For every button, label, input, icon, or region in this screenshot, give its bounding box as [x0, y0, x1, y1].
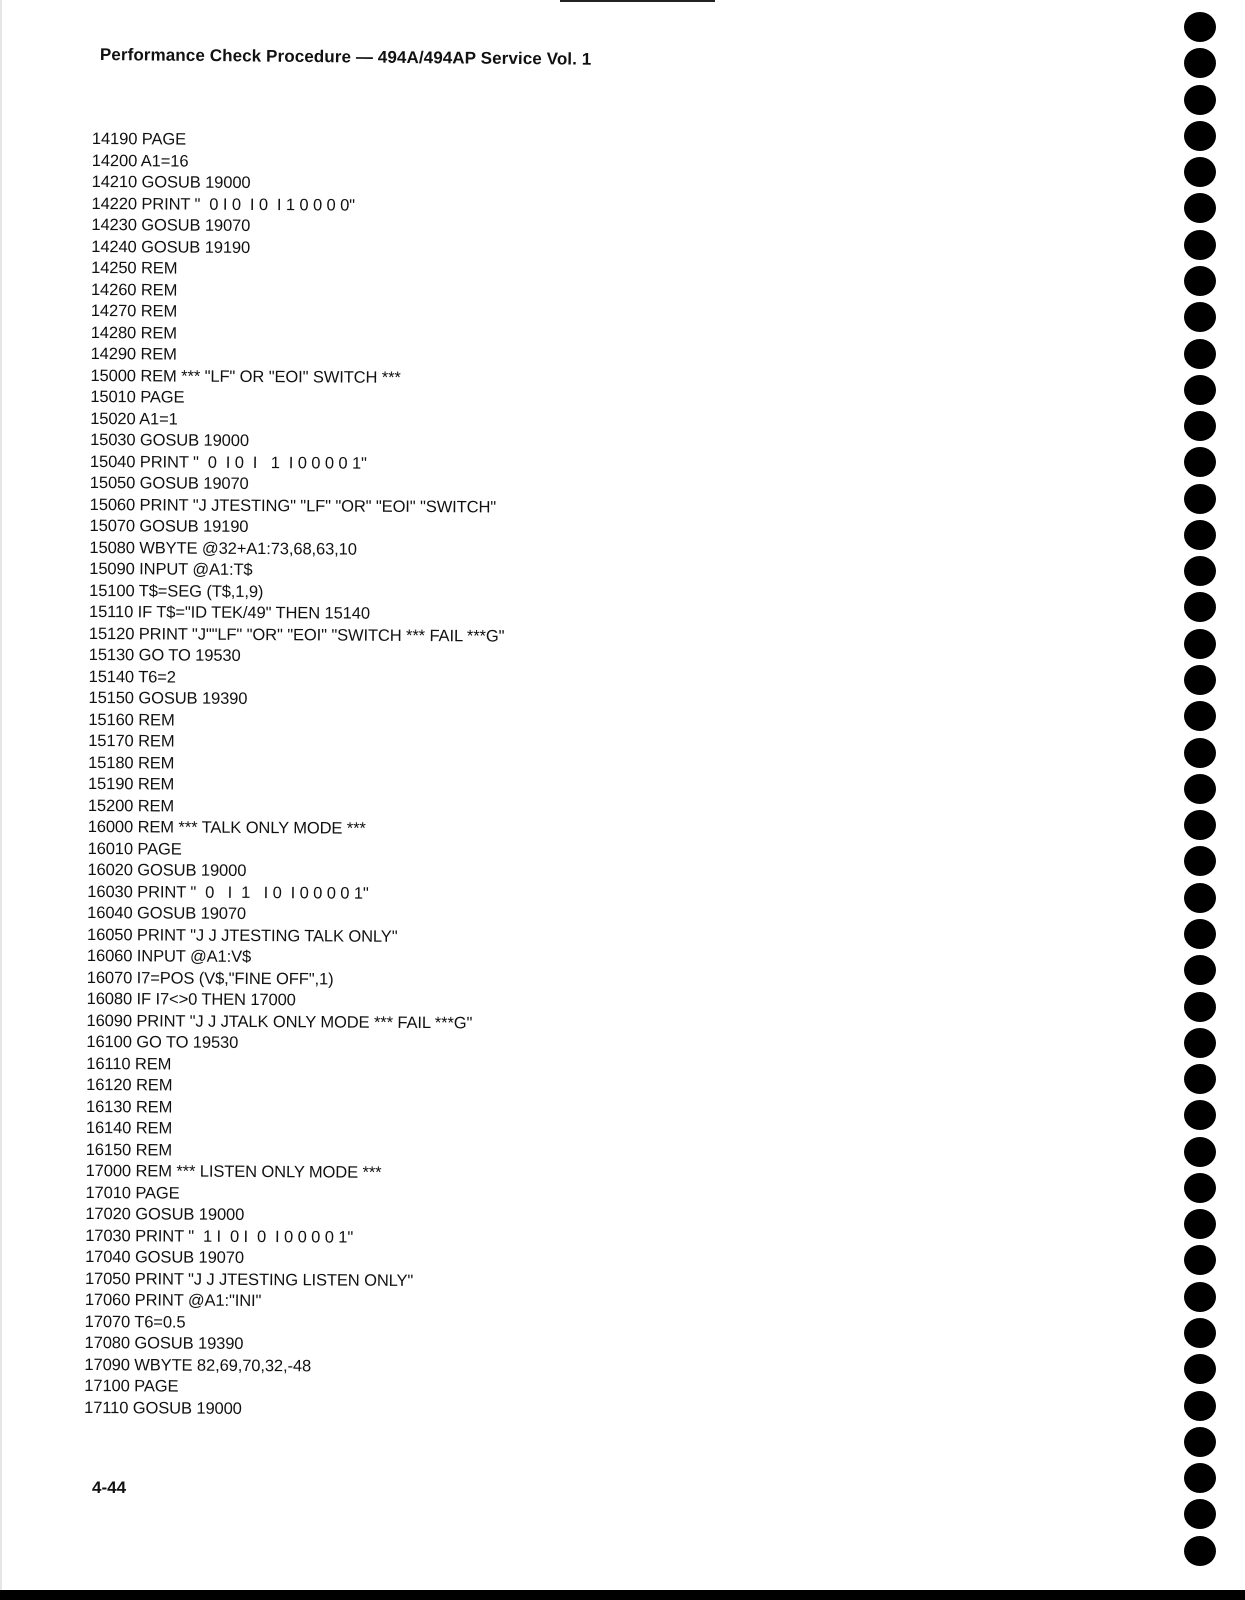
- program-line: 16070 I7=POS (V$,"FINE OFF",1): [86, 968, 334, 988]
- program-line: 16110 REM: [86, 1054, 172, 1074]
- program-line: 15120 PRINT "J""LF" "OR" "EOI" "SWITCH *** FAIL ***G": [88, 624, 505, 646]
- program-line: 15020 A1=1: [90, 409, 178, 429]
- binding-hole: [1184, 1064, 1216, 1094]
- binding-hole: [1184, 1137, 1216, 1167]
- program-line: 17110 GOSUB 19000: [84, 1398, 242, 1418]
- program-line: 15000 REM *** "LF" OR "EOI" SWITCH ***: [90, 366, 401, 387]
- binding-hole: [1184, 810, 1216, 840]
- binding-hole: [1184, 1282, 1216, 1312]
- program-line: 15200 REM: [87, 796, 175, 816]
- page-header: Performance Check Procedure — 494A/494AP Service Vol. 1: [99, 45, 592, 69]
- program-line: 16140 REM: [85, 1118, 173, 1138]
- binding-hole: [1184, 302, 1216, 332]
- program-line: 14210 GOSUB 19000: [91, 172, 251, 192]
- page-number: 4-44: [92, 1478, 127, 1497]
- program-line: 17100 PAGE: [84, 1376, 179, 1396]
- program-line: 16020 GOSUB 19000: [87, 860, 247, 880]
- bottom-scan-edge: [0, 1590, 1245, 1600]
- binding-hole: [1184, 774, 1216, 804]
- binding-hole: [1184, 592, 1216, 622]
- binding-hole: [1184, 339, 1216, 369]
- program-line: 16150 REM: [85, 1140, 173, 1160]
- program-line: 16010 PAGE: [87, 839, 182, 859]
- binding-hole: [1184, 230, 1216, 260]
- program-line: 17090 WBYTE 82,69,70,32,-48: [84, 1355, 312, 1375]
- binding-hole: [1184, 85, 1216, 115]
- binding-hole: [1184, 1028, 1216, 1058]
- binding-hole: [1184, 121, 1216, 151]
- program-line: 17080 GOSUB 19390: [84, 1333, 244, 1353]
- program-line: 16100 GO TO 19530: [86, 1032, 239, 1052]
- program-line: 15140 T6=2: [88, 667, 176, 687]
- binding-hole: [1184, 1318, 1216, 1348]
- program-line: 17040 GOSUB 19070: [85, 1247, 245, 1267]
- binding-hole: [1184, 1245, 1216, 1275]
- program-line: 16050 PRINT "J J JTESTING TALK ONLY": [87, 925, 398, 946]
- program-line: 17030 PRINT " 1 I 0 I 0 I 0 0 0 0 1": [85, 1226, 354, 1247]
- program-line: 15180 REM: [88, 753, 175, 773]
- binding-hole: [1184, 193, 1216, 223]
- program-line: 15090 INPUT @A1:T$: [89, 559, 253, 579]
- binding-hole: [1184, 883, 1216, 913]
- binding-hole: [1184, 1354, 1216, 1384]
- program-line: 16090 PRINT "J J JTALK ONLY MODE *** FAIL ***G": [86, 1011, 473, 1032]
- binding-hole: [1184, 375, 1216, 405]
- binding-hole: [1184, 12, 1216, 42]
- program-line: 15170 REM: [88, 731, 175, 751]
- program-line: 15050 GOSUB 19070: [89, 473, 249, 493]
- program-line: 15010 PAGE: [90, 387, 185, 407]
- binding-hole: [1184, 556, 1216, 586]
- program-line: 17020 GOSUB 19000: [85, 1204, 245, 1224]
- program-line: 16030 PRINT " 0 I 1 I 0 I 0 0 0 0 1": [87, 882, 369, 903]
- binding-hole: [1184, 665, 1216, 695]
- program-line: 14290 REM: [90, 344, 177, 364]
- binding-hole: [1184, 1173, 1216, 1203]
- program-line: 15030 GOSUB 19000: [90, 430, 249, 450]
- program-listing: [84, 129, 652, 1422]
- binding-hole: [1184, 1391, 1216, 1421]
- program-line: 15040 PRINT " 0 I 0 I 1 I 0 0 0 0 1": [89, 452, 367, 473]
- program-line: 14270 REM: [90, 301, 178, 321]
- binding-hole: [1184, 955, 1216, 985]
- program-line: 15160 REM: [88, 710, 175, 730]
- program-line: 17060 PRINT @A1:"INI": [84, 1290, 262, 1311]
- program-line: 14200 A1=16: [91, 151, 189, 171]
- program-line: 17010 PAGE: [85, 1183, 180, 1203]
- program-line: 15080 WBYTE @32+A1:73,68,63,10: [89, 538, 357, 559]
- page-left-edge: [0, 0, 2, 1590]
- binding-hole: [1184, 738, 1216, 768]
- binding-hole: [1184, 992, 1216, 1022]
- program-line: 16130 REM: [85, 1097, 173, 1117]
- binding-hole: [1184, 48, 1216, 78]
- binding-hole: [1184, 157, 1216, 187]
- program-line: 15070 GOSUB 19190: [89, 516, 249, 536]
- program-line: 14190 PAGE: [91, 129, 187, 149]
- binding-hole: [1184, 484, 1216, 514]
- binding-hole: [1184, 266, 1216, 296]
- program-line: 15100 T$=SEG (T$,1,9): [89, 581, 264, 601]
- program-line: 14250 REM: [91, 258, 178, 278]
- program-line: 14260 REM: [90, 280, 178, 300]
- binding-hole: [1184, 1536, 1216, 1566]
- binding-hole: [1184, 1427, 1216, 1457]
- binding-hole: [1184, 520, 1216, 550]
- program-line: 14230 GOSUB 19070: [91, 215, 251, 235]
- binding-hole: [1184, 1499, 1216, 1529]
- program-line: 15110 IF T$="ID TEK/49" THEN 15140: [88, 602, 370, 623]
- program-line: 16120 REM: [86, 1075, 173, 1095]
- program-line: 16040 GOSUB 19070: [87, 903, 247, 923]
- program-line: 15190 REM: [87, 774, 175, 794]
- program-line: 14280 REM: [90, 323, 178, 343]
- program-line: 16060 INPUT @A1:V$: [86, 946, 252, 966]
- program-line: 15150 GOSUB 19390: [88, 688, 248, 708]
- binding-hole: [1184, 1209, 1216, 1239]
- program-line: 16000 REM *** TALK ONLY MODE ***: [87, 817, 366, 838]
- binding-hole: [1184, 1100, 1216, 1130]
- program-line: 14240 GOSUB 19190: [91, 237, 251, 257]
- program-line: 15060 PRINT "J JTESTING" "LF" "OR" "EOI" "SWITCH": [89, 495, 497, 516]
- program-line: 16080 IF I7<>0 THEN 17000: [86, 989, 296, 1010]
- binding-holes: [1184, 8, 1218, 1588]
- program-line: 15130 GO TO 19530: [88, 645, 241, 665]
- binding-hole: [1184, 919, 1216, 949]
- binding-hole: [1184, 447, 1216, 477]
- program-line: 17070 T6=0.5: [84, 1312, 186, 1332]
- binding-hole: [1184, 411, 1216, 441]
- binding-hole: [1184, 1463, 1216, 1493]
- program-line: 17050 PRINT "J J JTESTING LISTEN ONLY": [84, 1269, 414, 1290]
- binding-hole: [1184, 629, 1216, 659]
- binding-hole: [1184, 701, 1216, 731]
- top-rule: [560, 0, 715, 2]
- program-line: 14220 PRINT " 0 I 0 I 0 I 1 0 0 0 0": [91, 194, 356, 215]
- program-line: 17000 REM *** LISTEN ONLY MODE ***: [85, 1161, 382, 1182]
- binding-hole: [1184, 846, 1216, 876]
